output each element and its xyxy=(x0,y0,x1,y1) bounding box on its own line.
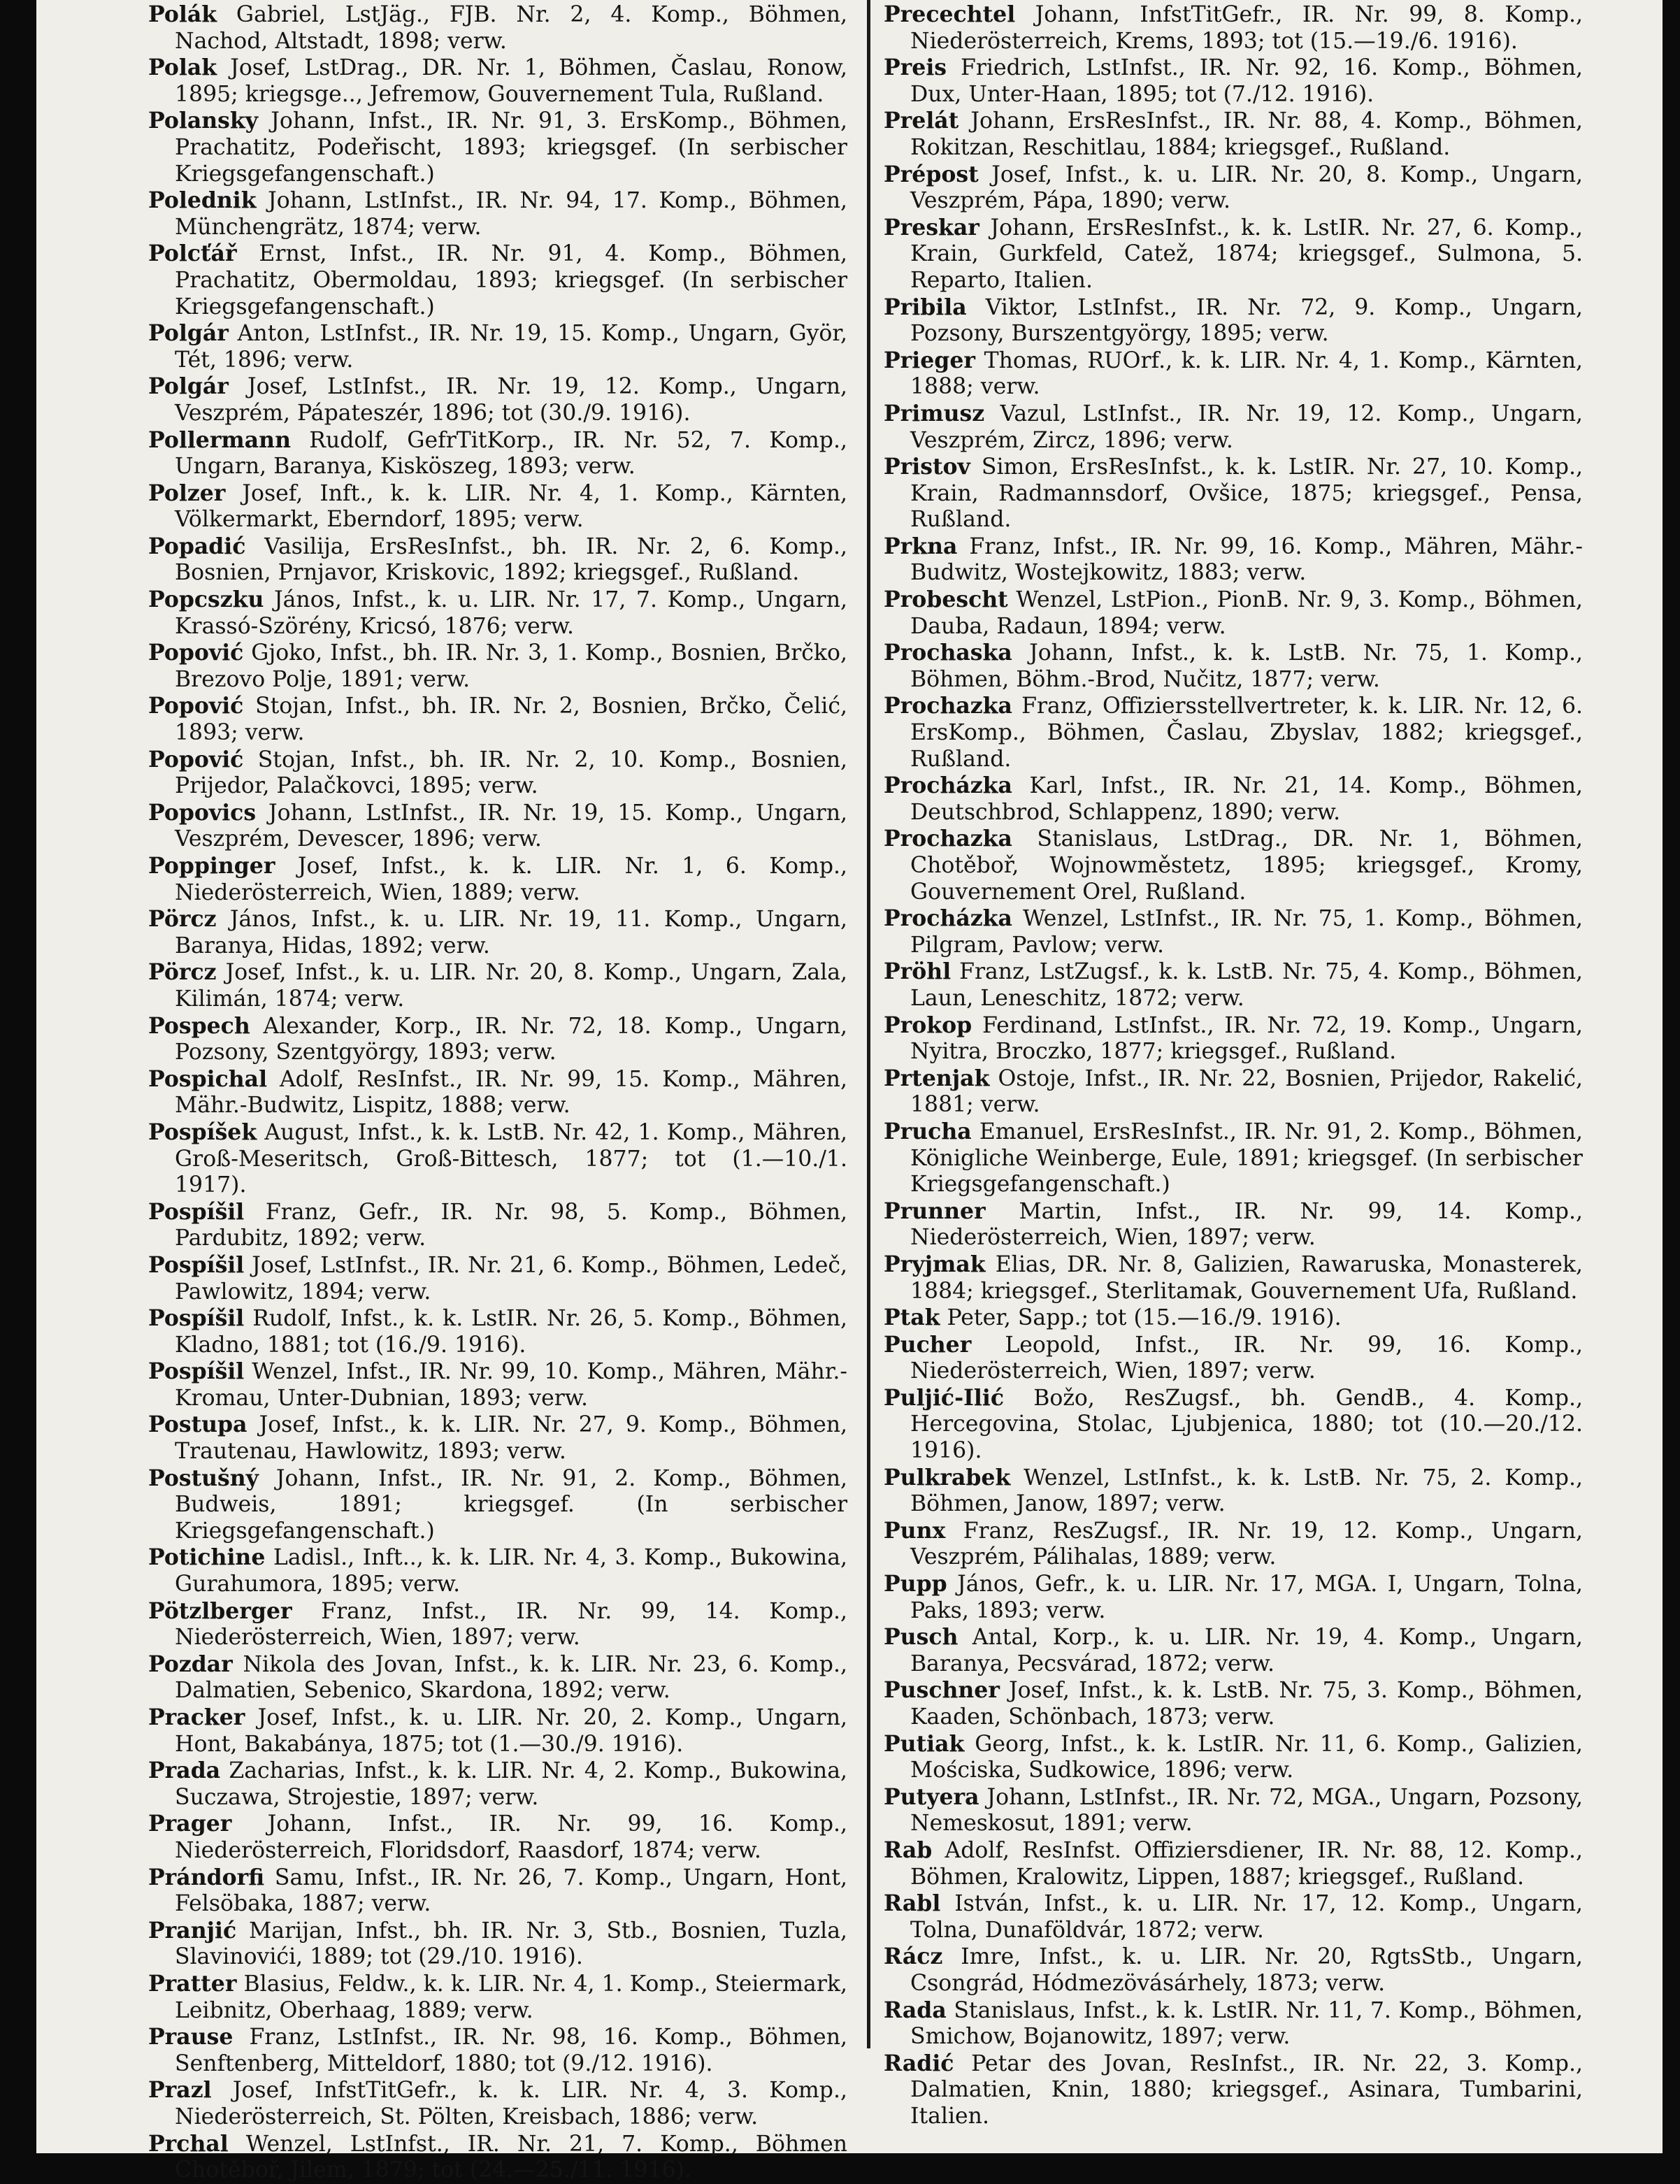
entry-surname: Preis xyxy=(884,55,947,81)
entry-details: Johann, Infst., k. k. LstB. Nr. 75, 1. Komp., Böhmen, Böhm.-Brod, Nučitz, 1877; verw. xyxy=(910,640,1583,692)
list-item xyxy=(884,826,1583,905)
entry-details: Josef, InfstTitGefr., k. k. LIR. Nr. 4, 3. Komp., Niederösterreich, St. Pölten, Kreisbach, 1886; verw. xyxy=(175,2078,847,2129)
entry-surname: Rabl xyxy=(884,1890,941,1917)
entry-details: Adolf, ResInfst. Offiziersdiener, IR. Nr. 88, 12. Komp., Böhmen, Kralowitz, Lippen, 1887; kriegsgef., Rußland. xyxy=(910,1837,1584,1890)
entry-details: Vazul, LstInfst., IR. Nr. 19, 12. Komp., Ungarn, Veszprém, Zircz, 1896; verw. xyxy=(910,401,1583,453)
entry-surname: Polak xyxy=(148,55,217,81)
entry-details: Johann, Infst., IR. Nr. 91, 3. ErsKomp., Böhmen, Prachatitz, Podeřischt, 1893; kriegsgef. (In serbischer Kriegsgefangenschaft.) xyxy=(175,108,847,187)
list-item xyxy=(884,587,1583,640)
list-item xyxy=(884,1677,1583,1730)
entry-details: János, Infst., k. u. LIR. Nr. 19, 11. Komp., Ungarn, Baranya, Hidas, 1892; verw. xyxy=(175,907,847,958)
entry-surname: Procházka xyxy=(884,773,1012,799)
list-item xyxy=(148,480,847,533)
list-item xyxy=(148,1119,847,1199)
entry-surname: Radić xyxy=(884,2050,954,2076)
list-item xyxy=(884,1465,1583,1518)
entry-details: Friedrich, LstInfst., IR. Nr. 92, 16. Komp., Böhmen, Dux, Unter-Haan, 1895; tot (7./12. 1916). xyxy=(910,55,1584,107)
entry-surname: Pörcz xyxy=(148,959,217,986)
entry-surname: Pucher xyxy=(884,1331,972,1358)
entry-surname: Pupp xyxy=(884,1571,947,1597)
list-item xyxy=(148,427,847,480)
document-page xyxy=(36,0,1663,2183)
entry-details: János, Infst., k. u. LIR. Nr. 17, 7. Komp., Ungarn, Krassó-Szörény, Kricsó, 1876; verw. xyxy=(175,587,848,639)
list-item xyxy=(884,1065,1583,1119)
list-item xyxy=(884,1385,1583,1465)
entry-surname: Puschner xyxy=(884,1677,1000,1704)
list-item xyxy=(884,1997,1583,2050)
entry-surname: Procházka xyxy=(884,905,1012,932)
entry-details: Blasius, Feldw., k. k. LIR. Nr. 4, 1. Komp., Steiermark, Leibnitz, Oberhaag, 1889; verw. xyxy=(175,1971,847,2023)
entry-details: Zacharias, Infst., k. k. LIR. Nr. 4, 2. Komp., Bukowina, Suczawa, Strojestie, 1897; verw. xyxy=(175,1758,847,1810)
entry-surname: Prándorfi xyxy=(148,1864,265,1890)
entry-surname: Polák xyxy=(148,1,217,27)
entry-details: Johann, InfstTitGefr., IR. Nr. 99, 8. Komp., Niederösterreich, Krems, 1893; tot (15.—19./6. 1916). xyxy=(910,2,1584,54)
entry-surname: Popadić xyxy=(148,533,246,559)
entry-surname: Poppinger xyxy=(148,853,275,879)
entry-details: Josef, Infst., k. u. LIR. Nr. 20, 8. Komp., Ungarn, Zala, Kilimán, 1874; verw. xyxy=(175,960,848,1012)
entry-details: Franz, Offiziersstellvertreter, k. k. LIR. Nr. 12, 6. ErsKomp., Böhmen, Časlau, Zbyslav, 1882; kriegsgef., Rußland. xyxy=(910,694,1583,772)
entry-surname: Pospíšil xyxy=(148,1358,245,1385)
list-item xyxy=(148,1358,847,1411)
entry-details: Josef, Infst., k. u. LIR. Nr. 20, 2. Komp., Ungarn, Hont, Bakabánya, 1875; tot (1.—30./9. 1916). xyxy=(175,1705,847,1757)
entry-details: Božo, ResZugsf., bh. GendB., 4. Komp., Hercegovina, Stolac, Ljubjenica, 1880; tot (10.—20./12. 1916). xyxy=(910,1385,1583,1464)
entry-surname: Prépost xyxy=(884,161,979,187)
entry-surname: Popović xyxy=(148,746,244,773)
entry-details: Josef, Infst., k. k. LstB. Nr. 75, 3. Komp., Böhmen, Kaaden, Schönbach, 1873; verw. xyxy=(910,1678,1584,1730)
list-item xyxy=(148,55,847,108)
entry-surname: Rada xyxy=(884,1997,947,2023)
entry-surname: Polansky xyxy=(148,108,258,134)
entry-surname: Prucha xyxy=(884,1118,972,1144)
entry-surname: Pospíšil xyxy=(148,1198,245,1225)
entry-surname: Pospech xyxy=(148,1012,250,1039)
entry-details: Stojan, Infst., bh. IR. Nr. 2, Bosnien, Brčko, Čelić, 1893; verw. xyxy=(175,694,847,746)
list-item xyxy=(884,1571,1583,1624)
entry-surname: Pranjić xyxy=(148,1917,237,1944)
entry-surname: Prokop xyxy=(884,1012,972,1038)
entry-details: Vasilija, ErsResInfst., bh. IR. Nr. 2, 6. Komp., Bosnien, Prnjavor, Kriskovic, 1892; kriegsgef., Rußland. xyxy=(175,533,847,586)
list-item xyxy=(148,1465,847,1545)
entry-surname: Prieger xyxy=(884,347,975,373)
entry-details: Leopold, Infst., IR. Nr. 99, 16. Komp., Niederösterreich, Wien, 1897; verw. xyxy=(910,1332,1583,1384)
list-item xyxy=(148,2024,847,2077)
entry-details: Wenzel, LstInfst., IR. Nr. 21, 7. Komp., Böhmen Chotěboř, Jilem, 1879; tot (24.—25./11. 1916). xyxy=(175,2131,847,2183)
entry-details: Johann, ErsResInfst., IR. Nr. 88, 4. Komp., Böhmen, Rokitzan, Reschitlau, 1884; kriegsgef., Rußland. xyxy=(910,108,1583,160)
list-item xyxy=(148,1598,847,1651)
entry-surname: Prada xyxy=(148,1758,221,1784)
entry-surname: Popović xyxy=(148,640,244,666)
entry-details: Ladisl., Inft.., k. k. LIR. Nr. 4, 3. Komp., Bukowina, Gurahumora, 1895; verw. xyxy=(175,1545,847,1597)
entry-details: Petar des Jovan, ResInfst., IR. Nr. 22, 3. Komp., Dalmatien, Knin, 1880; kriegsgef., Asinara, Tumbarini, Italien. xyxy=(910,2050,1583,2129)
list-item xyxy=(884,958,1583,1012)
list-item xyxy=(884,1305,1583,1332)
entry-surname: Precechtel xyxy=(884,1,1016,27)
entry-surname: Polzer xyxy=(148,480,226,506)
entry-details: Simon, ErsResInfst., k. k. LstIR. Nr. 27, 10. Komp., Krain, Radmannsdorf, Ovšice, 1875; kriegsgef., Pensa, Rußland. xyxy=(910,454,1583,533)
entry-details: Johann, Infst., IR. Nr. 99, 16. Komp., Niederösterreich, Floridsdorf, Raasdorf, 1874; verw. xyxy=(175,1811,848,1863)
list-item xyxy=(884,1944,1583,1997)
entry-surname: Ptak xyxy=(884,1305,940,1331)
entry-details: István, Infst., k. u. LIR. Nr. 17, 12. Komp., Ungarn, Tolna, Dunaföldvár, 1872; verw. xyxy=(910,1891,1584,1943)
entry-details: Josef, Infst., k. k. LIR. Nr. 1, 6. Komp., Niederösterreich, Wien, 1889; verw. xyxy=(175,854,848,905)
list-item xyxy=(148,1811,847,1864)
entry-details: Wenzel, LstPion., PionB. Nr. 9, 3. Komp., Böhmen, Dauba, Radaun, 1894; verw. xyxy=(910,587,1584,639)
entry-surname: Polcťář xyxy=(148,240,237,267)
entry-details: Franz, Gefr., IR. Nr. 98, 5. Komp., Böhmen, Pardubitz, 1892; verw. xyxy=(175,1199,848,1251)
list-item xyxy=(884,2050,1583,2130)
entry-surname: Prager xyxy=(148,1811,232,1837)
list-item xyxy=(148,2077,847,2130)
list-item xyxy=(148,1305,847,1358)
entry-surname: Puljić-Ilić xyxy=(884,1384,1005,1411)
list-item xyxy=(148,1013,847,1066)
entry-surname: Prause xyxy=(148,2024,234,2050)
entry-surname: Pozdar xyxy=(148,1651,233,1677)
list-item xyxy=(884,905,1583,958)
entry-details: Martin, Infst., IR. Nr. 99, 14. Komp., Niederösterreich, Wien, 1897; verw. xyxy=(910,1198,1583,1251)
entry-details: Thomas, RUOrf., k. k. LIR. Nr. 4, 1. Komp., Kärnten, 1888; verw. xyxy=(910,347,1583,400)
list-item xyxy=(884,161,1583,215)
left-column xyxy=(148,1,847,2184)
entry-surname: Popcszku xyxy=(148,587,264,613)
entry-details: Imre, Infst., k. u. LIR. Nr. 20, RgtsStb., Ungarn, Csongrád, Hódmezövásárhely, 1873; verw. xyxy=(910,1944,1583,1996)
entry-details: Elias, DR. Nr. 8, Galizien, Rawaruska, Monasterek, 1884; kriegsgef., Sterlitamak, Gouvernement Ufa, Rußland. xyxy=(910,1251,1583,1304)
entry-details: Karl, Infst., IR. Nr. 21, 14. Komp., Böhmen, Deutschbrod, Schlappenz, 1890; verw. xyxy=(910,773,1584,825)
entry-surname: Pratter xyxy=(148,1970,237,1997)
entry-details: Rudolf, GefrTitKorp., IR. Nr. 52, 7. Komp., Ungarn, Baranya, Kisköszeg, 1893; verw. xyxy=(175,427,847,480)
list-item xyxy=(148,1252,847,1305)
entry-details: Marijan, Infst., bh. IR. Nr. 3, Stb., Bosnien, Tuzla, Slavinovići, 1889; tot (29./10. 1916). xyxy=(175,1918,847,1970)
list-item xyxy=(148,187,847,240)
entry-surname: Postupa xyxy=(148,1411,247,1438)
entry-surname: Pötzlberger xyxy=(148,1597,292,1624)
entry-surname: Pusch xyxy=(884,1624,959,1651)
list-item xyxy=(884,1,1583,55)
list-item xyxy=(884,1624,1583,1677)
list-item xyxy=(884,1518,1583,1571)
list-item xyxy=(148,108,847,187)
entry-details: Josef, LstInfst., IR. Nr. 19, 12. Komp., Ungarn, Veszprém, Pápateszér, 1896; tot (30./9. 1916). xyxy=(175,374,848,426)
entry-details: Ostoje, Infst., IR. Nr. 22, Bosnien, Prijedor, Rakelić, 1881; verw. xyxy=(910,1065,1583,1118)
list-item xyxy=(148,1651,847,1704)
list-item xyxy=(884,454,1583,533)
entry-details: Johann, LstInfst., IR. Nr. 72, MGA., Ungarn, Pozsony, Nemeskosut, 1891; verw. xyxy=(910,1784,1583,1837)
list-item xyxy=(148,906,847,959)
entry-details: Wenzel, LstInfst., k. k. LstB. Nr. 75, 2. Komp., Böhmen, Janow, 1897; verw. xyxy=(910,1465,1583,1517)
entry-details: Johann, ErsResInfst., k. k. LstIR. Nr. 27, 6. Komp., Krain, Gurkfeld, Catež, 1874; kriegsgef., Sulmona, 5. Reparto, Italien. xyxy=(910,215,1583,293)
list-item xyxy=(148,1971,847,2024)
list-item xyxy=(148,640,847,693)
entry-details: Franz, LstInfst., IR. Nr. 98, 16. Komp., Böhmen, Senftenberg, Mitteldorf, 1880; tot (9./12. 1916). xyxy=(175,2025,847,2076)
list-item xyxy=(884,1198,1583,1251)
list-item xyxy=(148,240,847,320)
entry-surname: Prazl xyxy=(148,2077,212,2104)
entry-details: Nikola des Jovan, Infst., k. k. LIR. Nr. 23, 6. Komp., Dalmatien, Sebenico, Skardona, 1892; verw. xyxy=(175,1651,847,1704)
list-item xyxy=(884,1332,1583,1385)
list-item xyxy=(148,2131,847,2184)
entry-details: Alexander, Korp., IR. Nr. 72, 18. Komp., Ungarn, Pozsony, Szentgyörgy, 1893; verw. xyxy=(175,1013,848,1065)
entry-details: Franz, ResZugsf., IR. Nr. 19, 12. Komp., Ungarn, Veszprém, Pálihalas, 1889; verw. xyxy=(910,1518,1584,1570)
entry-details: Gabriel, LstJäg., FJB. Nr. 2, 4. Komp., Böhmen, Nachod, Altstadt, 1898; verw. xyxy=(175,2,848,54)
entry-details: Stojan, Infst., bh. IR. Nr. 2, 10. Komp., Bosnien, Prijedor, Palačkovci, 1895; verw. xyxy=(175,747,848,799)
list-item xyxy=(884,1784,1583,1837)
list-item xyxy=(148,1704,847,1758)
entry-details: Franz, LstZugsf., k. k. LstB. Nr. 75, 4. Komp., Böhmen, Laun, Leneschitz, 1872; verw. xyxy=(910,959,1584,1011)
entry-surname: Preskar xyxy=(884,214,979,240)
entry-details: Emanuel, ErsResInfst., IR. Nr. 91, 2. Komp., Böhmen, Königliche Weinberge, Eule, 1891; kriegsgef. (In serbischer Kriegsgefangenschaft.) xyxy=(910,1119,1584,1198)
list-item xyxy=(884,215,1583,294)
entry-details: Rudolf, Infst., k. k. LstIR. Nr. 26, 5. Komp., Böhmen, Kladno, 1881; tot (16./9. 1916). xyxy=(175,1306,848,1358)
entry-details: Johann, Infst., IR. Nr. 91, 2. Komp., Böhmen, Budweis, 1891; kriegsgef. (In serbischer Kriegsgefangenschaft.) xyxy=(175,1465,847,1544)
entry-surname: Probescht xyxy=(884,587,1008,613)
entry-details: Johann, LstInfst., IR. Nr. 94, 17. Komp., Böhmen, Münchengrätz, 1874; verw. xyxy=(175,188,847,240)
list-item xyxy=(148,693,847,746)
entry-details: Viktor, LstInfst., IR. Nr. 72, 9. Komp., Ungarn, Pozsony, Burszentgyörgy, 1895; verw. xyxy=(910,294,1583,347)
list-item xyxy=(884,1012,1583,1065)
entry-surname: Pollermann xyxy=(148,426,291,453)
list-item xyxy=(148,1918,847,1971)
entry-details: Wenzel, LstInfst., IR. Nr. 75, 1. Komp., Böhmen, Pilgram, Pavlow; verw. xyxy=(910,906,1583,958)
entry-details: Josef, Inft., k. k. LIR. Nr. 4, 1. Komp., Kärnten, Völkermarkt, Eberndorf, 1895; verw. xyxy=(175,480,847,533)
list-item xyxy=(148,373,847,426)
entry-surname: Popović xyxy=(148,693,244,719)
list-item xyxy=(884,773,1583,826)
entry-details: Peter, Sapp.; tot (15.—16./9. 1916). xyxy=(947,1305,1342,1331)
entry-surname: Polednik xyxy=(148,187,257,214)
entry-details: Ernst, Infst., IR. Nr. 91, 4. Komp., Böhmen, Prachatitz, Obermoldau, 1893; kriegsgef. (In serbischer Kriegsgefangenschaft.) xyxy=(175,241,847,319)
entry-surname: Pryjmak xyxy=(884,1251,986,1277)
list-item xyxy=(884,1731,1583,1784)
entry-details: Franz, Infst., IR. Nr. 99, 14. Komp., Niederösterreich, Wien, 1897; verw. xyxy=(175,1598,848,1651)
list-item xyxy=(148,1411,847,1465)
list-item xyxy=(884,347,1583,401)
list-item xyxy=(884,1890,1583,1944)
entry-details: Anton, LstInfst., IR. Nr. 19, 15. Komp., Ungarn, Györ, Tét, 1896; verw. xyxy=(175,321,847,373)
list-item xyxy=(148,1544,847,1597)
entry-surname: Putyera xyxy=(884,1783,979,1810)
list-item xyxy=(884,1837,1583,1890)
entry-details: Josef, LstInfst., IR. Nr. 21, 6. Komp., Böhmen, Ledeč, Pawlowitz, 1894; verw. xyxy=(175,1252,847,1305)
entry-surname: Punx xyxy=(884,1517,946,1544)
entry-details: Adolf, ResInfst., IR. Nr. 99, 15. Komp., Mähren, Mähr.-Budwitz, Lispitz, 1888; verw. xyxy=(175,1066,847,1119)
entry-details: Stanislaus, Infst., k. k. LstIR. Nr. 11, 7. Komp., Böhmen, Smichow, Bojanowitz, 1897; verw. xyxy=(910,1997,1583,2050)
list-item xyxy=(148,800,847,853)
column-divider xyxy=(867,0,870,2048)
entry-surname: Pospíšil xyxy=(148,1305,245,1332)
entry-details: Ferdinand, LstInfst., IR. Nr. 72, 19. Komp., Ungarn, Nyitra, Broczko, 1877; kriegsgef., Rußland. xyxy=(910,1012,1583,1065)
list-item xyxy=(884,693,1583,773)
entry-details: Stanislaus, LstDrag., DR. Nr. 1, Böhmen, Chotěboř, Wojnowměstetz, 1895; kriegsgef., Kromy, Gouvernement Orel, Rußland. xyxy=(910,826,1583,905)
entry-surname: Prelát xyxy=(884,108,959,134)
list-item xyxy=(884,55,1583,108)
entry-details: Wenzel, Infst., IR. Nr. 99, 10. Komp., Mähren, Mähr.-Kromau, Unter-Dubnian, 1893; verw. xyxy=(175,1359,847,1411)
entry-surname: Rab xyxy=(884,1837,933,1863)
list-item xyxy=(148,1,847,55)
entry-surname: Primusz xyxy=(884,400,985,426)
entry-surname: Popovics xyxy=(148,799,257,826)
entry-details: János, Gefr., k. u. LIR. Nr. 17, MGA. I, Ungarn, Tolna, Paks, 1893; verw. xyxy=(910,1572,1583,1623)
list-item xyxy=(148,853,847,906)
entry-details: Josef, Infst., k. k. LIR. Nr. 27, 9. Komp., Böhmen, Trautenau, Hawlowitz, 1893; verw. xyxy=(175,1412,848,1465)
list-item xyxy=(884,1251,1583,1305)
entry-surname: Pristov xyxy=(884,454,970,480)
entry-surname: Prunner xyxy=(884,1198,986,1224)
list-item xyxy=(884,401,1583,454)
list-item xyxy=(884,640,1583,693)
entry-surname: Putiak xyxy=(884,1730,965,1757)
entry-details: August, Infst., k. k. LstB. Nr. 42, 1. Komp., Mähren, Groß-Meseritsch, Groß-Bittesch, 1877; tot (1.—10./1. 1917). xyxy=(175,1119,848,1198)
entry-details: Franz, Infst., IR. Nr. 99, 16. Komp., Mähren, Mähr.-Budwitz, Wostejkowitz, 1883; verw. xyxy=(910,533,1584,586)
entry-details: Johann, LstInfst., IR. Nr. 19, 15. Komp., Ungarn, Veszprém, Devescer, 1896; verw. xyxy=(175,800,847,852)
list-item xyxy=(148,320,847,373)
list-item xyxy=(884,1119,1583,1198)
list-item xyxy=(884,108,1583,161)
entry-surname: Prochazka xyxy=(884,826,1012,852)
list-item xyxy=(148,1199,847,1252)
entry-surname: Pröhl xyxy=(884,958,952,985)
entry-surname: Prkna xyxy=(884,533,958,559)
list-item xyxy=(148,1758,847,1811)
list-item xyxy=(148,587,847,640)
entry-surname: Prochazka xyxy=(884,693,1012,719)
entry-details: Josef, LstDrag., DR. Nr. 1, Böhmen, Časlau, Ronow, 1895; kriegsge.., Jefremow, Gouvernement Tula, Rußland. xyxy=(175,55,847,107)
entry-details: Samu, Infst., IR. Nr. 26, 7. Komp., Ungarn, Hont, Felsöbaka, 1887; verw. xyxy=(175,1865,848,1917)
entry-surname: Prtenjak xyxy=(884,1065,990,1091)
list-item xyxy=(148,1066,847,1119)
entry-surname: Pospíšek xyxy=(148,1119,257,1145)
entry-details: Antal, Korp., k. u. LIR. Nr. 19, 4. Komp., Ungarn, Baranya, Pecsvárad, 1872; verw. xyxy=(910,1625,1584,1676)
list-item xyxy=(884,533,1583,587)
entry-surname: Postušný xyxy=(148,1465,259,1491)
entry-surname: Pribila xyxy=(884,294,967,320)
entry-surname: Pospichal xyxy=(148,1065,268,1092)
entry-surname: Pracker xyxy=(148,1704,245,1730)
entry-surname: Polgár xyxy=(148,373,229,400)
entry-surname: Rácz xyxy=(884,1944,943,1970)
entry-details: Josef, Infst., k. u. LIR. Nr. 20, 8. Komp., Ungarn, Veszprém, Pápa, 1890; verw. xyxy=(910,161,1584,214)
entry-surname: Pospíšil xyxy=(148,1251,245,1278)
list-item xyxy=(148,959,847,1012)
entry-surname: Prochaska xyxy=(884,640,1012,666)
list-item xyxy=(884,294,1583,347)
entry-details: Georg, Infst., k. k. LstIR. Nr. 11, 6. Komp., Galizien, Mościska, Sudkowice, 1896; verw. xyxy=(910,1731,1583,1783)
entry-details: Gjoko, Infst., bh. IR. Nr. 3, 1. Komp., Bosnien, Brčko, Brezovo Polje, 1891; verw. xyxy=(175,640,847,692)
right-column xyxy=(884,1,1583,2130)
list-item xyxy=(148,1865,847,1918)
list-item xyxy=(148,747,847,800)
entry-surname: Polgár xyxy=(148,320,229,347)
entry-surname: Potichine xyxy=(148,1544,266,1571)
entry-surname: Pörcz xyxy=(148,906,217,933)
entry-surname: Pulkrabek xyxy=(884,1464,1011,1490)
entry-surname: Prchal xyxy=(148,2130,229,2157)
list-item xyxy=(148,533,847,587)
